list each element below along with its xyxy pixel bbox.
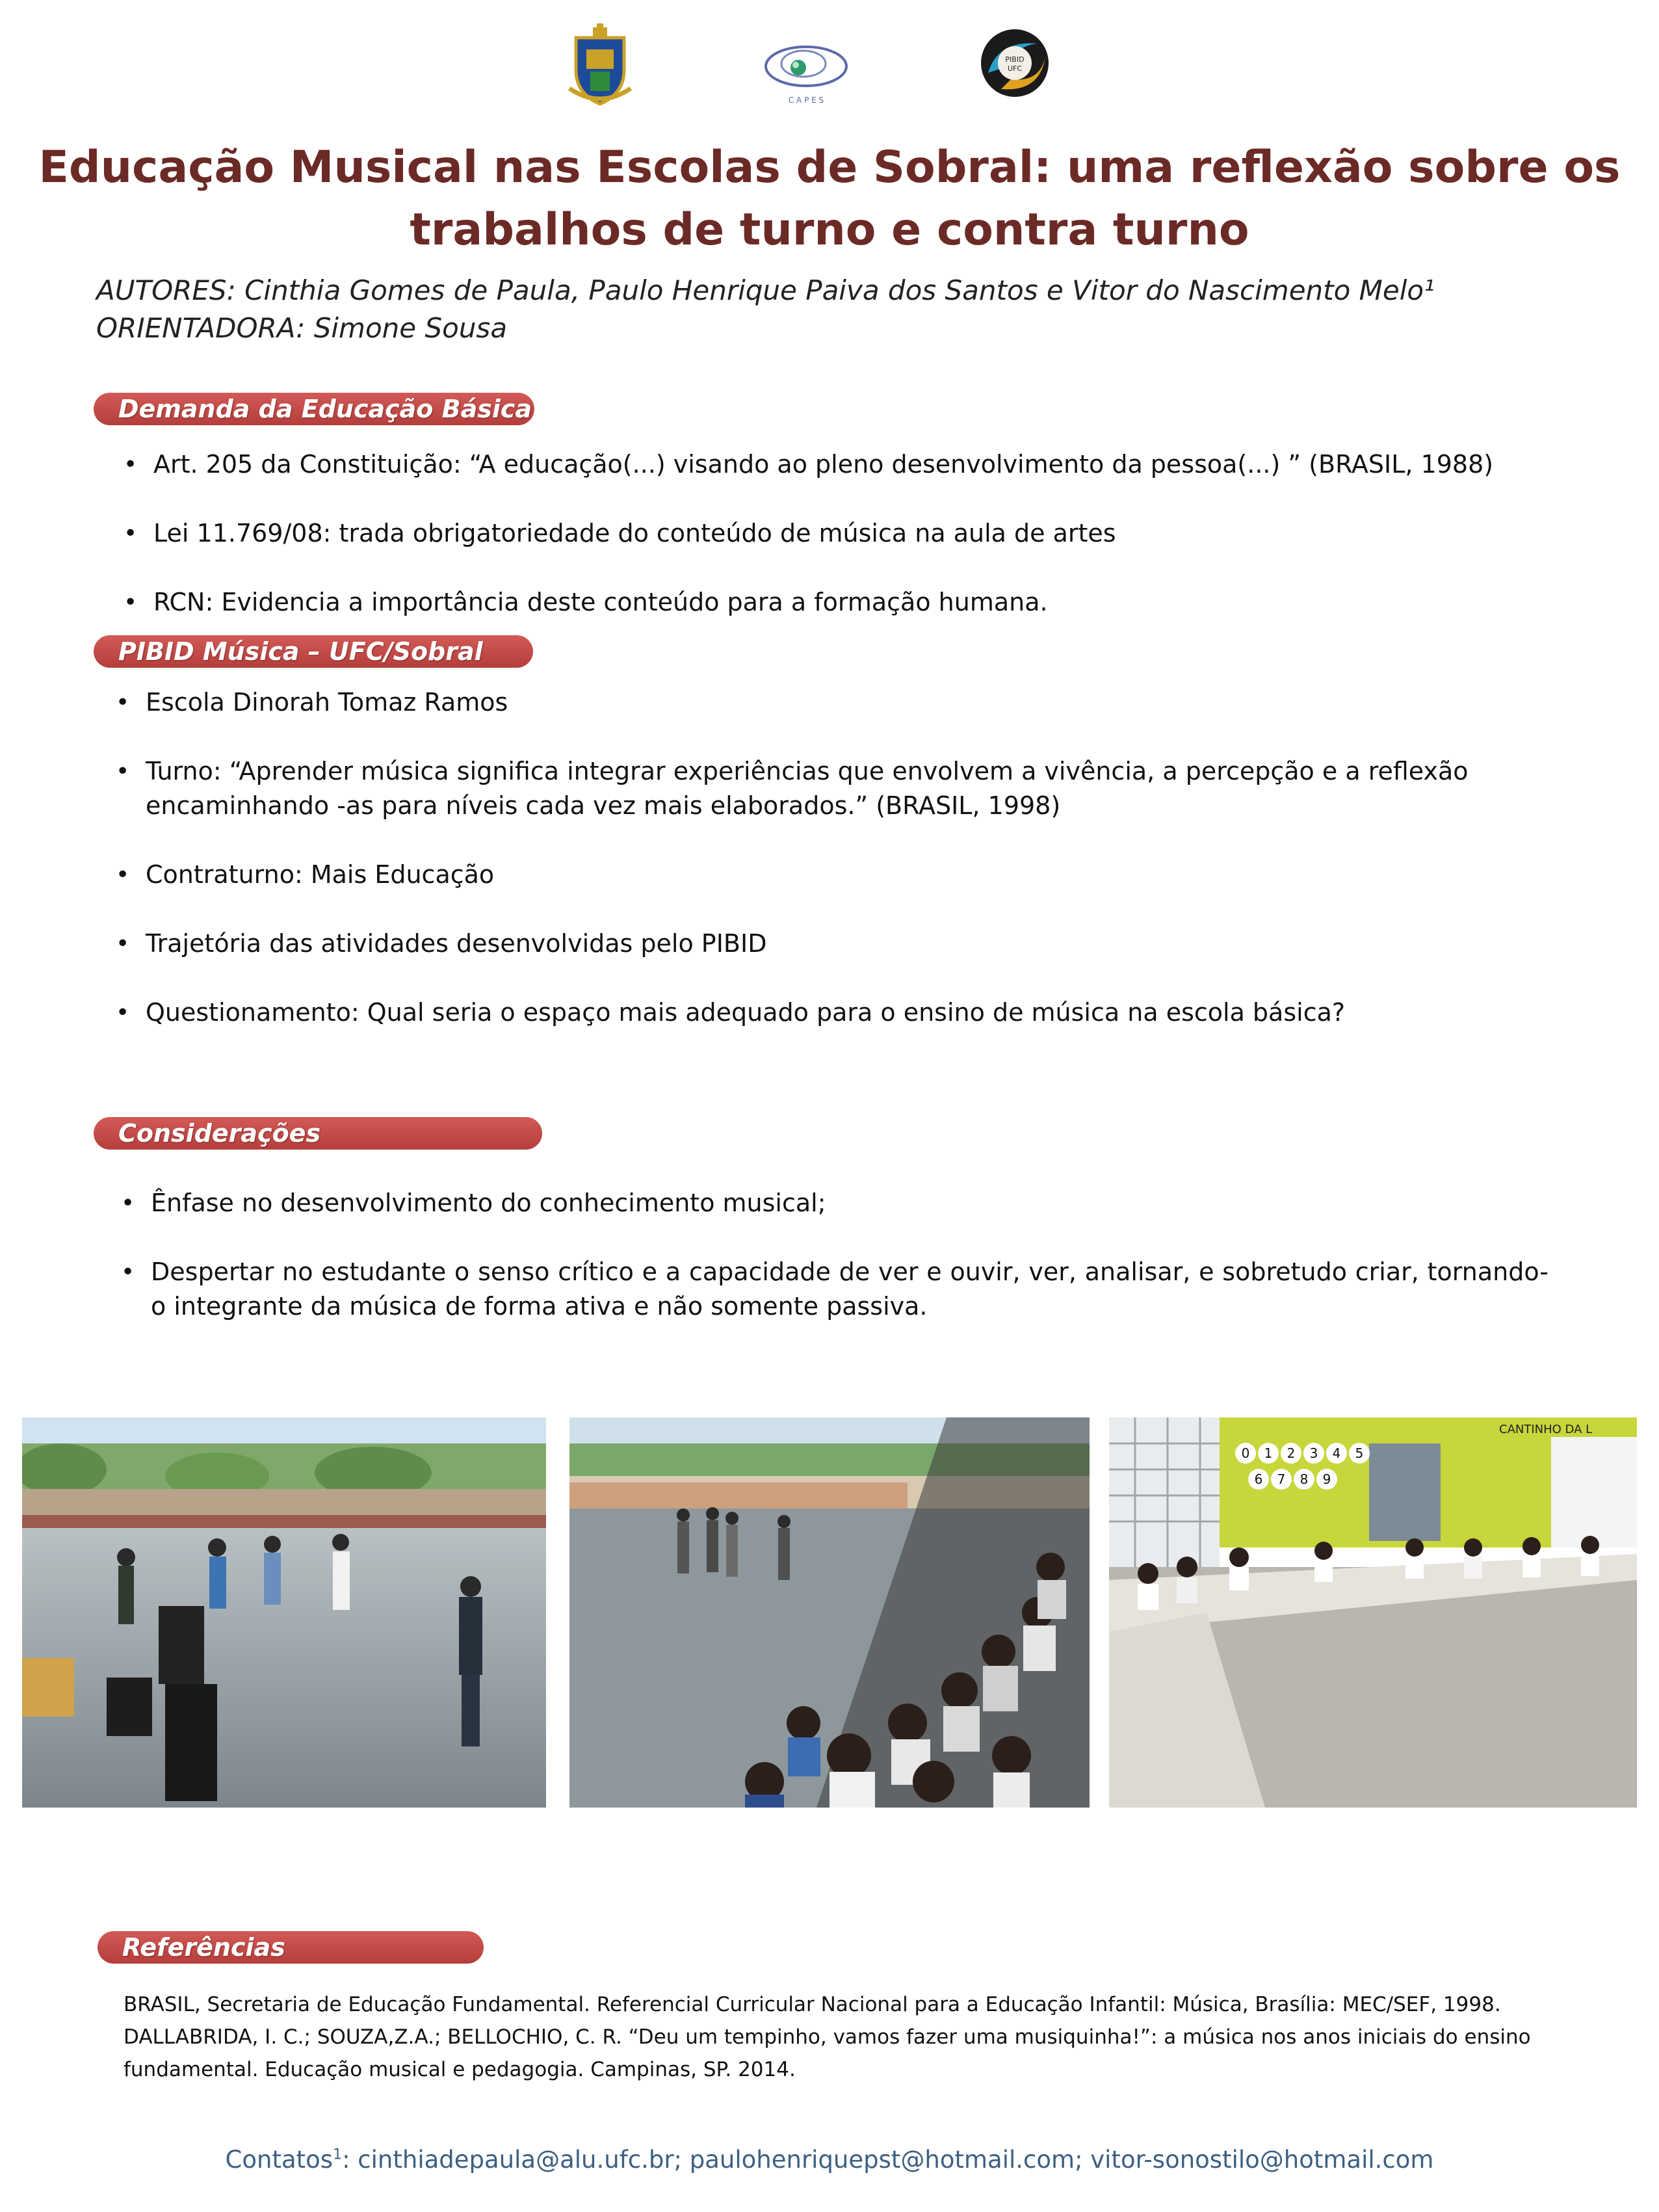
section-heading-demanda: Demanda da Educação Básica [94,393,534,425]
svg-text:1: 1 [1264,1445,1273,1461]
photo-band-performance [22,1417,546,1808]
reference-item: BRASIL, Secretaria de Educação Fundamental. Referencial Curricular Nacional para a Educação Infantil: Música, Brasília: MEC/SEF, 1998. [124,1993,1501,2016]
capes-logo [761,36,852,108]
svg-text:6: 6 [1254,1471,1263,1487]
title-line-2: trabalhos de turno e contra turno [410,204,1249,256]
svg-text:UFC: UFC [1007,64,1023,73]
list-item: • RCN: Evidencia a importância deste conteúdo para a formação humana. [124,585,1554,620]
contacts-line [0,2146,1659,2174]
title-line-1: Educação Musical nas Escolas de Sobral: uma reflexão sobre os [38,142,1621,193]
svg-text:8: 8 [1300,1471,1309,1487]
pibid-list [116,685,1572,1030]
section-heading-pibid: PIBID Música – UFC/Sobral [94,635,533,668]
svg-text:7: 7 [1277,1471,1286,1487]
list-item: • Trajetória das atividades desenvolvidas pelo PIBID [116,927,1572,961]
contacts-emails: : cinthiadepaula@alu.ufc.br; paulohenriquepst@hotmail.com; vitor-sonostilo@hotmail.com [342,2146,1434,2174]
svg-text:C A P E S: C A P E S [788,96,824,105]
svg-text:CANTINHO DA L: CANTINHO DA L [1499,1423,1593,1436]
reference-item: DALLABRIDA, I. C.; SOUZA,Z.A.; BELLOCHIO, C. R. “Deu um tempinho, vamos fazer uma musiquinha!”: a música nos anos iniciais do ensino fundamental. Educação musical e pedagogia. Campinas, SP. 2014. [124,2025,1531,2081]
ufc-logo [567,23,633,108]
list-item: • Ênfase no desenvolvimento do conhecimento musical; [121,1186,1548,1220]
photo-classroom [1109,1417,1637,1808]
authors-block [96,272,1435,347]
advisor-line: ORIENTADORA: Simone Sousa [96,312,508,344]
svg-text:9: 9 [1322,1471,1331,1487]
contacts-label: Contatos [225,2146,333,2174]
pibid-logo [975,27,1054,99]
svg-text:4: 4 [1332,1445,1341,1461]
list-item: • Art. 205 da Constituição: “A educação(...) visando ao pleno desenvolvimento da pessoa(...) ” (BRASIL, 1988) [124,447,1554,482]
consideracoes-list [121,1186,1548,1324]
list-item: • Lei 11.769/08: trada obrigatoriedade do conteúdo de música na aula de artes [124,516,1554,551]
references-list [124,1988,1586,2086]
page-title [0,137,1659,261]
svg-text:2: 2 [1287,1445,1296,1461]
demanda-list [124,447,1554,620]
list-item: • Questionamento: Qual seria o espaço mais adequado para o ensino de música na escola básica? [116,995,1572,1030]
list-item: • Contraturno: Mais Educação [116,858,1572,892]
svg-text:0: 0 [1241,1445,1250,1461]
list-item: • Despertar no estudante o senso crítico e a capacidade de ver e ouvir, ver, analisar, e sobretudo criar, tornando-o integrante da música de forma ativa e não somente passiva. [121,1255,1548,1324]
list-item: • Escola Dinorah Tomaz Ramos [116,685,1572,720]
contacts-footnote-mark: 1 [333,2146,343,2163]
authors-line: AUTORES: Cinthia Gomes de Paula, Paulo Henrique Paiva dos Santos e Vitor do Nascimento Melo¹ [96,274,1435,306]
photo-students-audience [569,1417,1090,1808]
section-heading-referencias: Referências [98,1931,484,1964]
svg-text:3: 3 [1309,1445,1318,1461]
section-heading-consideracoes: Considerações [94,1117,542,1150]
list-item: • Turno: “Aprender música significa integrar experiências que envolvem a vivência, a percepção e a reflexão encaminhando -as para níveis cada vez mais elaborados.” (BRASIL, 1998) [116,754,1572,823]
svg-text:PIBID: PIBID [1005,55,1025,64]
svg-text:5: 5 [1355,1445,1364,1461]
